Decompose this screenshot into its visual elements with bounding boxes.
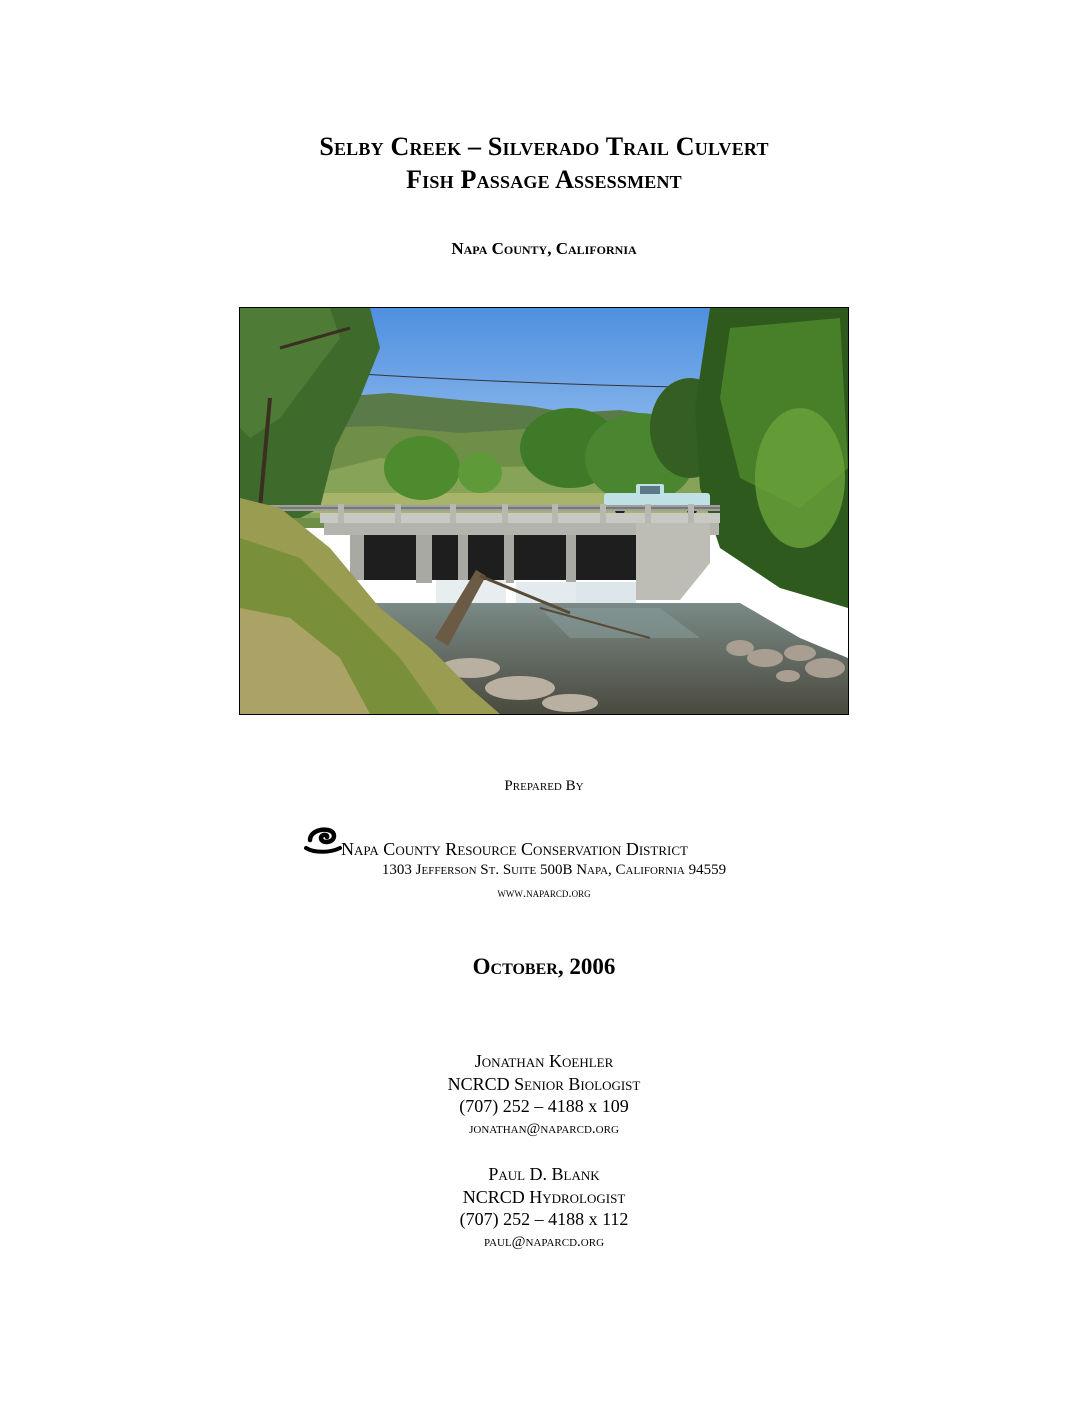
organization-heading bbox=[304, 822, 824, 862]
contact-name: Paul D. Blank bbox=[488, 1164, 600, 1184]
ncrcd-logo-icon bbox=[304, 822, 342, 856]
cover-photo-creek-culvert bbox=[239, 307, 849, 715]
contact-block bbox=[0, 1050, 1088, 1140]
report-date: October, 2006 bbox=[472, 954, 616, 979]
contact-phone: (707) 252 – 4188 x 112 bbox=[459, 1209, 629, 1229]
contact-role: NCRCD Senior Biologist bbox=[447, 1073, 641, 1094]
organization-website: www.naparcd.org bbox=[497, 885, 591, 900]
organization-address: 1303 Jefferson St. Suite 500B Napa, California 94559 bbox=[381, 862, 727, 878]
contact-phone: (707) 252 – 4188 x 109 bbox=[459, 1096, 629, 1116]
prepared-by-label: Prepared By bbox=[504, 778, 584, 794]
contact-block bbox=[0, 1163, 1088, 1253]
contact-role: NCRCD Hydrologist bbox=[462, 1186, 626, 1207]
contact-email: jonathan@naparcd.org bbox=[469, 1120, 619, 1137]
document-subtitle: Napa County, California bbox=[451, 239, 637, 258]
organization-name: Napa County Resource Conservation District bbox=[341, 839, 688, 859]
contact-email: paul@naparcd.org bbox=[483, 1233, 605, 1250]
document-title-line-1: Selby Creek – Silverado Trail Culvert bbox=[319, 132, 769, 161]
contact-name: Jonathan Koehler bbox=[474, 1051, 614, 1071]
document-title-line-2: Fish Passage Assessment bbox=[406, 165, 682, 194]
cover-photo-illustration bbox=[240, 308, 848, 714]
